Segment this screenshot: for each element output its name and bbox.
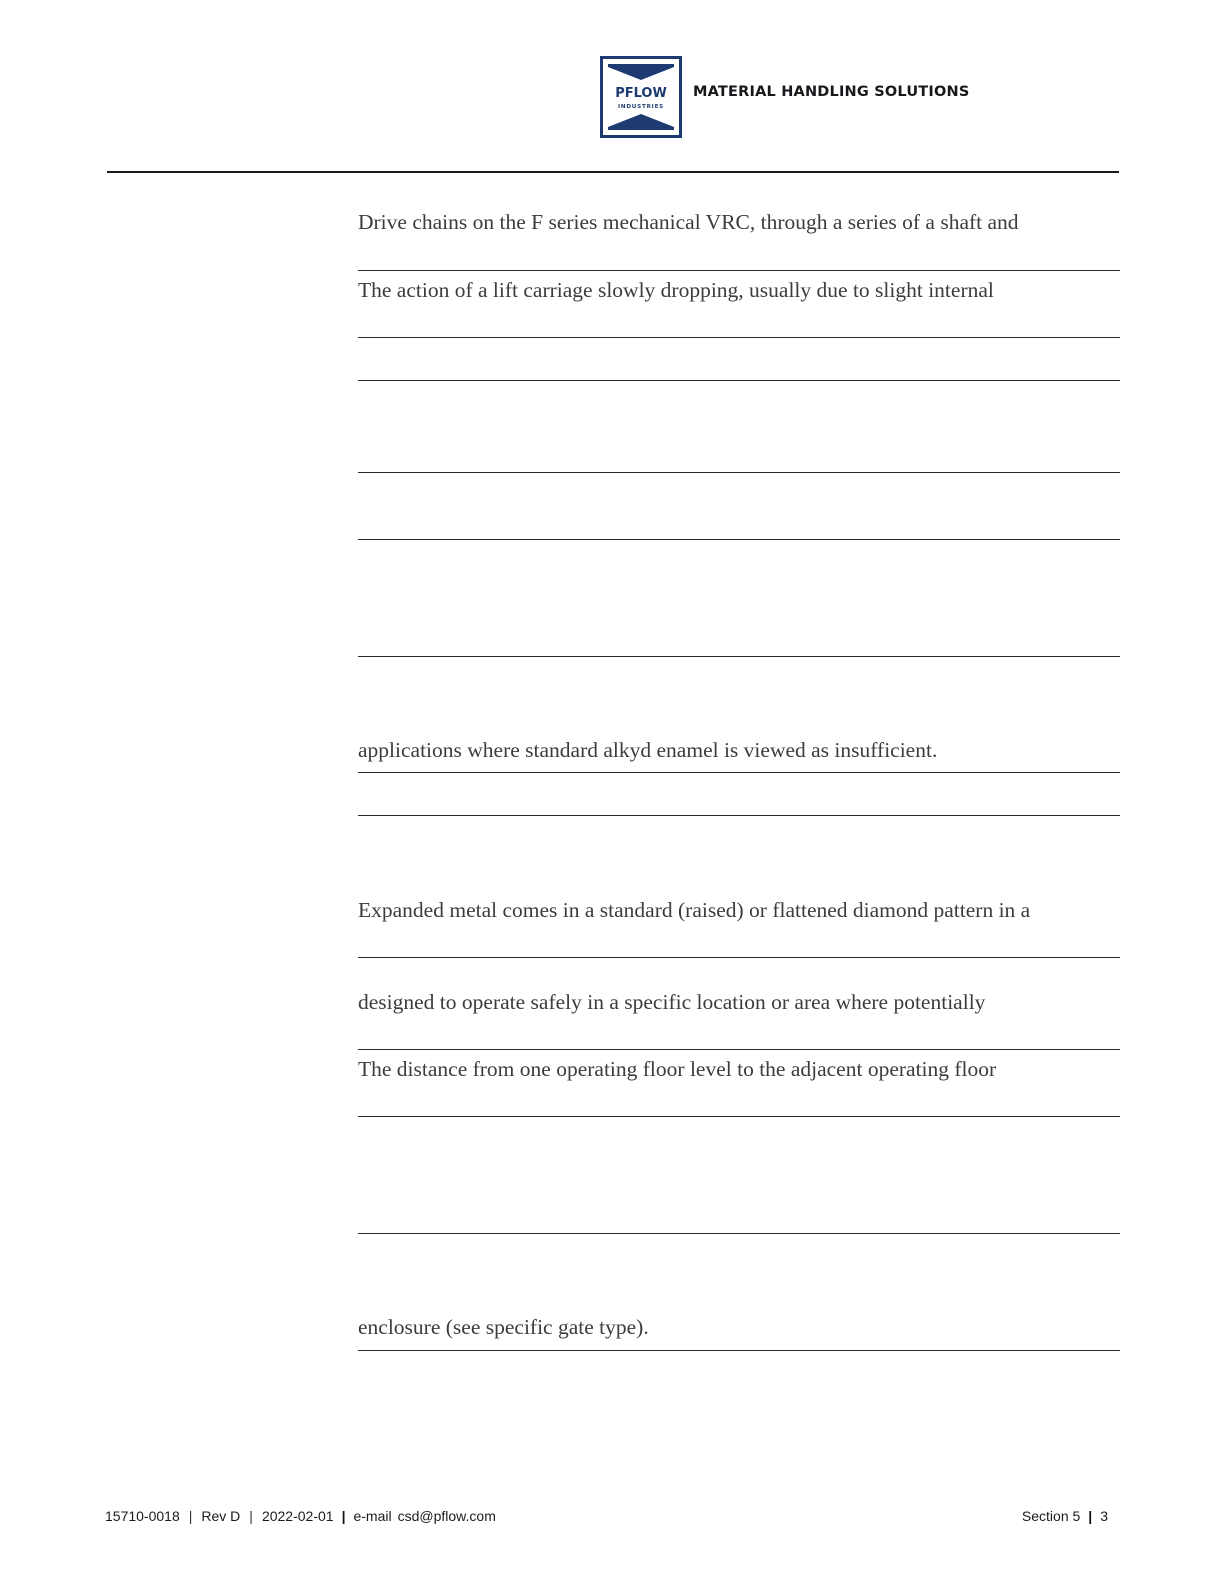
writing-rule xyxy=(358,539,1120,540)
definition-line: enclosure (see specific gate type). xyxy=(358,1315,649,1339)
writing-rule xyxy=(358,380,1120,381)
writing-rule xyxy=(358,815,1120,816)
writing-rule xyxy=(358,337,1120,338)
logo-brand-text: PFLOW xyxy=(615,86,667,101)
footer-section: Section 5 xyxy=(1021,1508,1081,1524)
footer-separator: | xyxy=(1088,1508,1093,1524)
definition-line: Expanded metal comes in a standard (raised) or flattened diamond pattern in a xyxy=(358,898,1031,922)
writing-rule xyxy=(358,772,1120,773)
footer-doc-number: 15710-0018 xyxy=(105,1508,180,1524)
footer-page-number: 3 xyxy=(1100,1508,1108,1524)
writing-rule xyxy=(358,472,1120,473)
header-divider xyxy=(107,171,1119,173)
footer-email[interactable]: csd@pflow.com xyxy=(397,1508,496,1524)
definition-line: The distance from one operating floor level to the adjacent operating floor xyxy=(358,1057,997,1081)
footer-doc-info xyxy=(105,1508,496,1524)
writing-rule xyxy=(358,656,1120,657)
writing-rule xyxy=(358,1116,1120,1117)
writing-rule xyxy=(358,957,1120,958)
footer-separator: | xyxy=(341,1508,346,1524)
footer-email-label: e-mail xyxy=(353,1508,392,1524)
footer-separator: | xyxy=(188,1508,193,1524)
header-tagline: MATERIAL HANDLING SOLUTIONS xyxy=(693,84,970,100)
footer-date: 2022-02-01 xyxy=(261,1508,334,1524)
definition-line: Drive chains on the F series mechanical VRC, through a series of a shaft and xyxy=(358,210,1019,234)
writing-rule xyxy=(358,1233,1120,1234)
logo-sub-text: INDUSTRIES xyxy=(617,104,665,110)
footer-page-info xyxy=(1022,1508,1108,1524)
definition-line: The action of a lift carriage slowly dropping, usually due to slight internal xyxy=(358,278,994,302)
definition-line: designed to operate safely in a specific location or area where potentially xyxy=(358,990,986,1014)
writing-rule xyxy=(358,1049,1120,1050)
definition-line: applications where standard alkyd enamel is viewed as insufficient. xyxy=(358,738,938,762)
pflow-logo xyxy=(600,56,682,138)
footer-separator: | xyxy=(249,1508,253,1524)
writing-rule xyxy=(358,270,1120,271)
footer-revision: Rev D xyxy=(201,1508,241,1524)
writing-rule xyxy=(358,1350,1120,1351)
